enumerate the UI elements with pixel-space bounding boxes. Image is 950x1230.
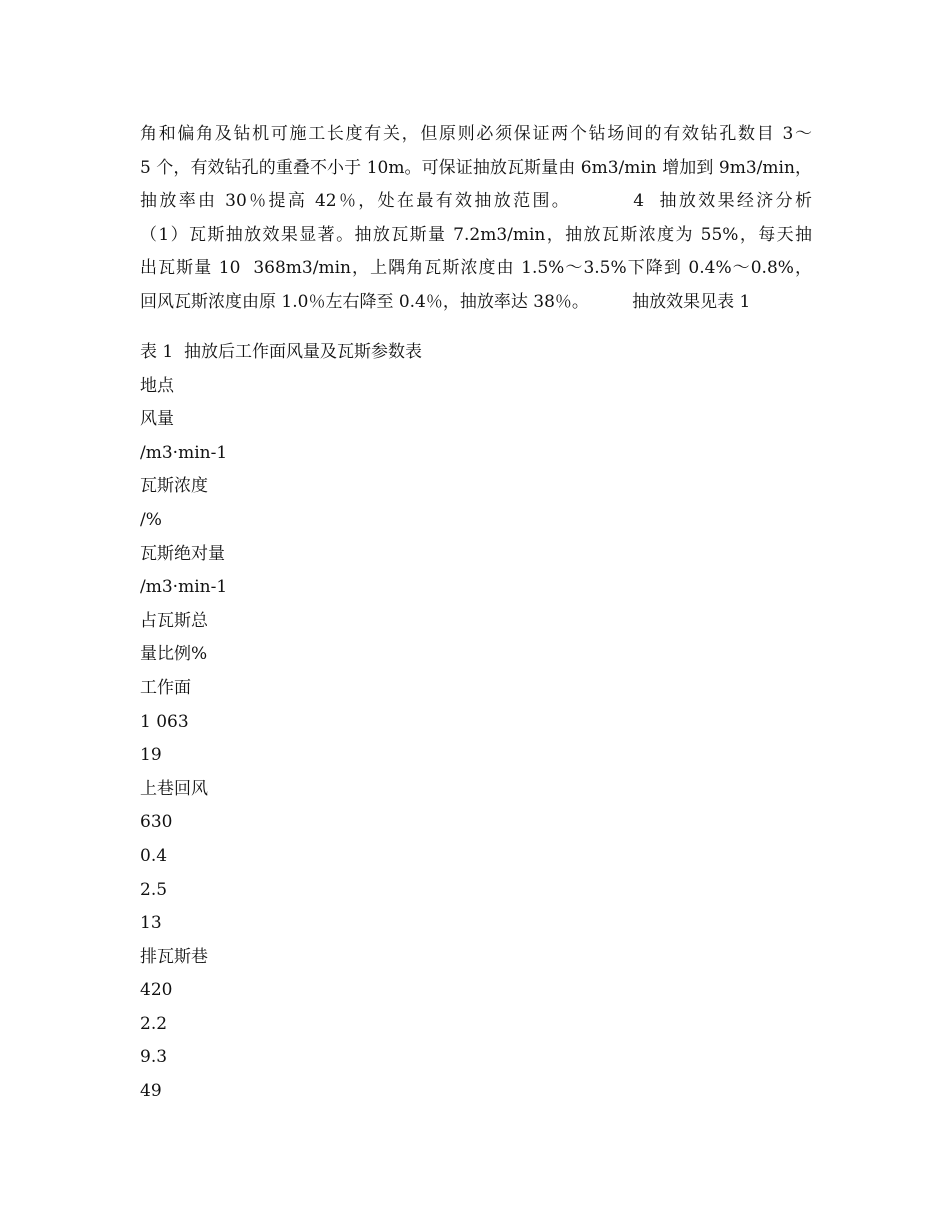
paragraph-line: 回风瓦斯浓度由原 1.0％左右降至 0.4％，抽放率达 38％。 抽放效果见表 1	[140, 291, 751, 312]
paragraph-line: 出瓦斯量 10 368m3/min，上隅角瓦斯浓度由 1.5%～3.5%下降到 0.4%～0.8%，	[140, 258, 812, 278]
table-cell: 2.2	[140, 1013, 168, 1034]
table-cell: 420	[140, 980, 173, 1001]
table-cell: 1 063	[140, 711, 189, 732]
table-cell: 瓦斯浓度	[140, 476, 208, 497]
table-cell: /m3·min-1	[140, 442, 228, 463]
table-cell: 上巷回风	[140, 778, 208, 799]
table-cell: 0.4	[140, 845, 168, 866]
table-cell: 瓦斯绝对量	[140, 543, 225, 564]
table-cell: 量比例%	[140, 644, 208, 665]
paragraph-line: 5 个，有效钻孔的重叠不小于 10m。可保证抽放瓦斯量由 6m3/min 增加到 9m3/min，	[140, 157, 812, 178]
table-cell: 排瓦斯巷	[140, 946, 208, 967]
table-cell: 工作面	[140, 677, 191, 698]
table-cell: 13	[140, 913, 162, 934]
table-cell: 2.5	[140, 879, 168, 900]
table-cell: /%	[140, 509, 162, 530]
table-cell: 占瓦斯总	[140, 610, 208, 631]
table-cell: 地点	[140, 375, 174, 396]
paragraph-line: 抽放率由 30％提高 42％，处在最有效抽放范围。 4 抽放效果经济分析	[140, 191, 812, 211]
paragraph-line: 角和偏角及钻机可施工长度有关，但原则必须保证两个钻场间的有效钻孔数目 3～	[140, 124, 812, 144]
table-caption: 表 1 抽放后工作面风量及瓦斯参数表	[140, 342, 423, 362]
table-cell: 9.3	[140, 1047, 168, 1068]
table-flattened	[140, 336, 812, 1109]
paragraph-line: （1）瓦斯抽放效果显著。抽放瓦斯量 7.2m3/min，抽放瓦斯浓度为 55%，每天抽	[140, 224, 812, 245]
table-cell: /m3·min-1	[140, 577, 228, 598]
table-cell: 49	[140, 1081, 162, 1102]
table-cell: 19	[140, 745, 162, 766]
table-cell: 风量	[140, 409, 174, 430]
table-cell: 630	[140, 812, 173, 833]
body-paragraph	[140, 118, 812, 319]
